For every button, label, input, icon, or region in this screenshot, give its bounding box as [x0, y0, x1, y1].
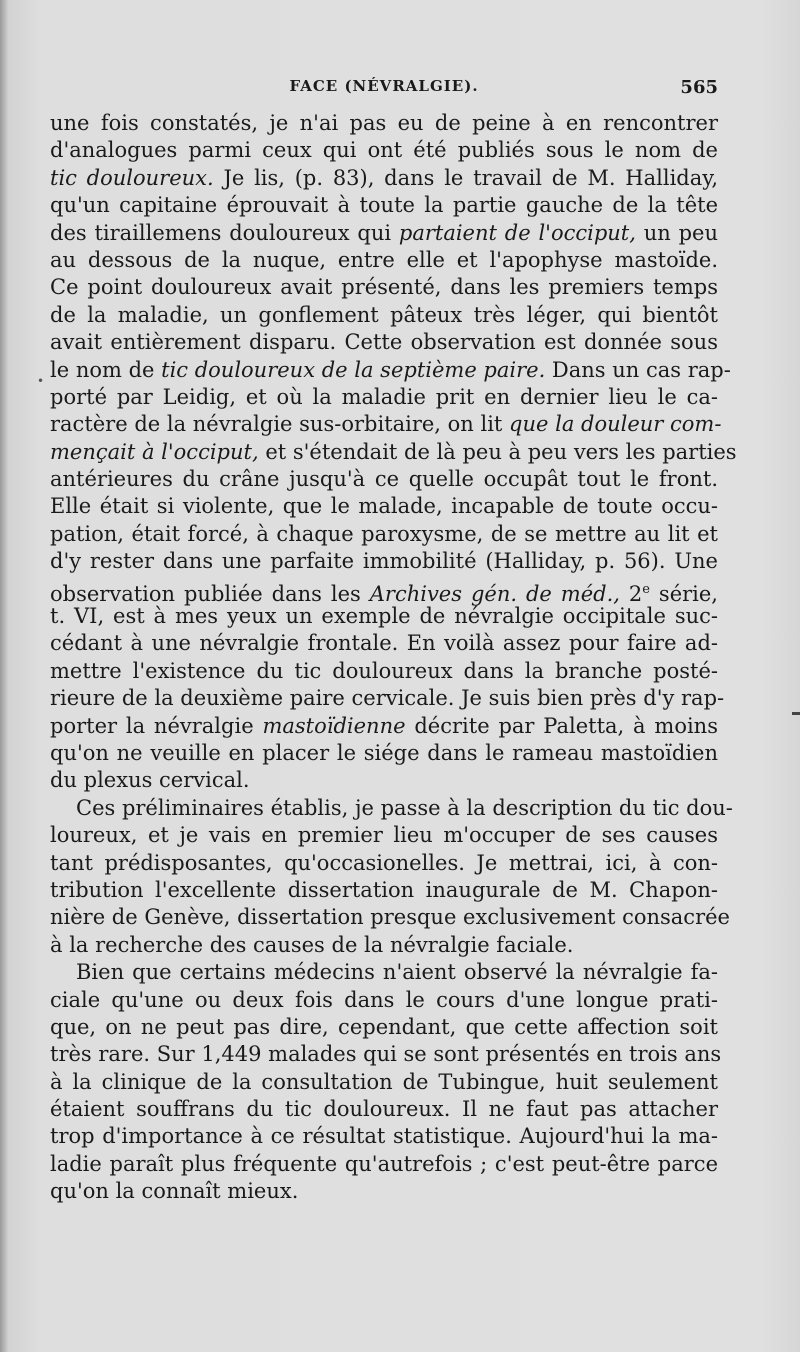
text-line — [50, 959, 718, 986]
line-text: porté par Leidig, et où la maladie prit en dernier lieu le ca- — [50, 384, 718, 409]
text-line — [50, 987, 718, 1014]
italic-text: partaient de l'occiput, — [398, 220, 636, 245]
text-line — [50, 603, 718, 630]
text-line — [50, 411, 722, 438]
text-line — [50, 795, 733, 822]
line-text: du plexus cervical. — [50, 768, 250, 793]
text-line — [50, 220, 718, 247]
superscript: e — [642, 581, 650, 597]
line-text: Je lis, (p. 83), dans le travail de M. Halliday, — [213, 165, 718, 190]
text-line — [50, 493, 718, 520]
line-text: loureux, et je vais en premier lieu m'occuper de ses causes — [50, 823, 718, 848]
text-line — [50, 713, 718, 740]
text-line — [50, 1069, 718, 1096]
text-line — [50, 1123, 718, 1150]
line-text: rieure de la deuxième paire cervicale. Je suis bien près d'y rap- — [50, 686, 725, 711]
line-text: pation, était forcé, à chaque paroxysme, de se mettre au lit et — [50, 521, 718, 546]
line-text: étaient souffrans du tic douloureux. Il ne faut pas attacher — [50, 1097, 718, 1122]
italic-text: que la douleur com- — [509, 412, 722, 437]
text-line — [50, 466, 718, 493]
page-header — [50, 77, 718, 101]
text-line — [50, 767, 718, 794]
text-line — [50, 137, 718, 164]
line-text: tant prédisposantes, qu'occasionelles. Je mettrai, ici, à con- — [50, 850, 718, 875]
line-text: très rare. Sur 1,449 malades qui se sont présentés en trois ans — [50, 1042, 722, 1067]
line-text: Ce point douloureux avait présenté, dans les premiers temps — [50, 275, 718, 300]
line-text: Elle était si violente, que le malade, incapable de toute occu- — [50, 494, 718, 519]
line-text: qu'un capitaine éprouvait à toute la partie gauche de la tête — [50, 193, 718, 218]
line-text: un peu — [635, 220, 719, 245]
text-line — [50, 439, 737, 466]
line-text: avait entièrement disparu. Cette observation est donnée sous — [50, 330, 718, 355]
text-line — [50, 247, 718, 274]
line-text: à la clinique de la consultation de Tubingue, huit seulement — [50, 1069, 718, 1094]
text-line — [50, 302, 718, 329]
text-line — [50, 932, 718, 959]
text-line — [50, 630, 718, 657]
line-text: ladie paraît plus fréquente qu'autrefois ; c'est peut-être parce — [50, 1151, 718, 1176]
text-line — [50, 548, 718, 575]
line-text: 2 — [619, 581, 643, 606]
line-text: d'y rester dans une parfaite immobilité (Halliday, p. 56). Une — [50, 549, 718, 574]
page-number: 565 — [680, 77, 718, 98]
line-text: trop d'importance à ce résultat statistique. Aujourd'hui la ma- — [50, 1124, 718, 1149]
body-text — [50, 110, 737, 1206]
text-line — [50, 165, 718, 192]
line-text: série, — [649, 581, 718, 606]
italic-text: tic douloureux de la septième paire. — [161, 357, 546, 382]
line-text: mettre l'existence du tic douloureux dans la branche posté- — [50, 658, 718, 683]
line-text: qu'on ne veuille en placer le siége dans le rameau mastoïdien — [50, 740, 718, 765]
text-line — [50, 192, 718, 219]
line-text: nière de Genève, dissertation presque exclusivement consacrée — [50, 905, 730, 930]
text-line — [50, 685, 725, 712]
text-line — [50, 1096, 718, 1123]
text-line — [50, 329, 718, 356]
text-line — [50, 1178, 718, 1205]
text-line — [50, 110, 718, 137]
line-text: Dans un cas rap- — [545, 357, 731, 382]
margin-dot: • — [37, 374, 45, 388]
line-text: des tiraillemens douloureux qui — [50, 220, 399, 245]
text-line — [50, 904, 730, 931]
line-text: que, on ne peut pas dire, cependant, que cette affection soit — [50, 1014, 718, 1039]
text-line — [50, 658, 718, 685]
edge-mark — [792, 712, 800, 715]
text-line — [50, 521, 718, 548]
italic-text: tic douloureux. — [50, 165, 214, 190]
binding-gutter — [0, 0, 8, 1352]
line-text: décrite par Paletta, à moins — [405, 713, 718, 738]
text-line — [50, 384, 718, 411]
line-text: d'analogues parmi ceux qui ont été publiés sous le nom de — [50, 138, 718, 163]
text-line — [50, 1041, 722, 1068]
italic-text: mençait à l'occiput, — [50, 439, 259, 464]
italic-text: mastoïdienne — [262, 713, 406, 738]
text-line — [50, 1151, 718, 1178]
line-text: le nom de — [50, 357, 162, 382]
text-line — [50, 576, 718, 606]
line-text: t. VI, est à mes yeux un exemple de névralgie occipitale suc- — [50, 604, 718, 629]
line-text: tribution l'excellente dissertation inaugurale de M. Chapon- — [50, 877, 718, 902]
text-line — [50, 850, 718, 877]
line-text: observation publiée dans les — [50, 581, 370, 606]
line-text: une fois constatés, je n'ai pas eu de peine à en rencontrer — [50, 111, 718, 135]
line-text: antérieures du crâne jusqu'à ce quelle occupât tout le front. — [50, 467, 718, 492]
text-line — [50, 822, 718, 849]
line-text: au dessous de la nuque, entre elle et l'apophyse mastoïde. — [50, 247, 718, 272]
text-line — [50, 1014, 718, 1041]
italic-text: Archives gén. de méd., — [369, 581, 620, 606]
line-text: à la recherche des causes de la névralgie faciale. — [50, 932, 574, 957]
text-line — [50, 357, 731, 384]
text-line — [50, 274, 718, 301]
line-text: Ces préliminaires établis, je passe à la description du tic dou- — [76, 795, 733, 820]
line-text: cédant à une névralgie frontale. En voilà assez pour faire ad- — [50, 631, 718, 656]
line-text: ractère de la névralgie sus-orbitaire, on lit — [50, 412, 510, 437]
line-text: et s'étendait de là peu à peu vers les parties — [258, 439, 737, 464]
line-text: qu'on la connaît mieux. — [50, 1179, 299, 1204]
text-line — [50, 877, 718, 904]
running-head: FACE (NÉVRALGIE). — [289, 77, 479, 95]
line-text: Bien que certains médecins n'aient observé la névralgie fa- — [76, 960, 718, 985]
text-line — [50, 740, 718, 767]
line-text: porter la névralgie — [50, 713, 263, 738]
line-text: de la maladie, un gonflement pâteux très léger, qui bientôt — [50, 302, 718, 327]
line-text: ciale qu'une ou deux fois dans le cours d'une longue prati- — [50, 987, 718, 1012]
